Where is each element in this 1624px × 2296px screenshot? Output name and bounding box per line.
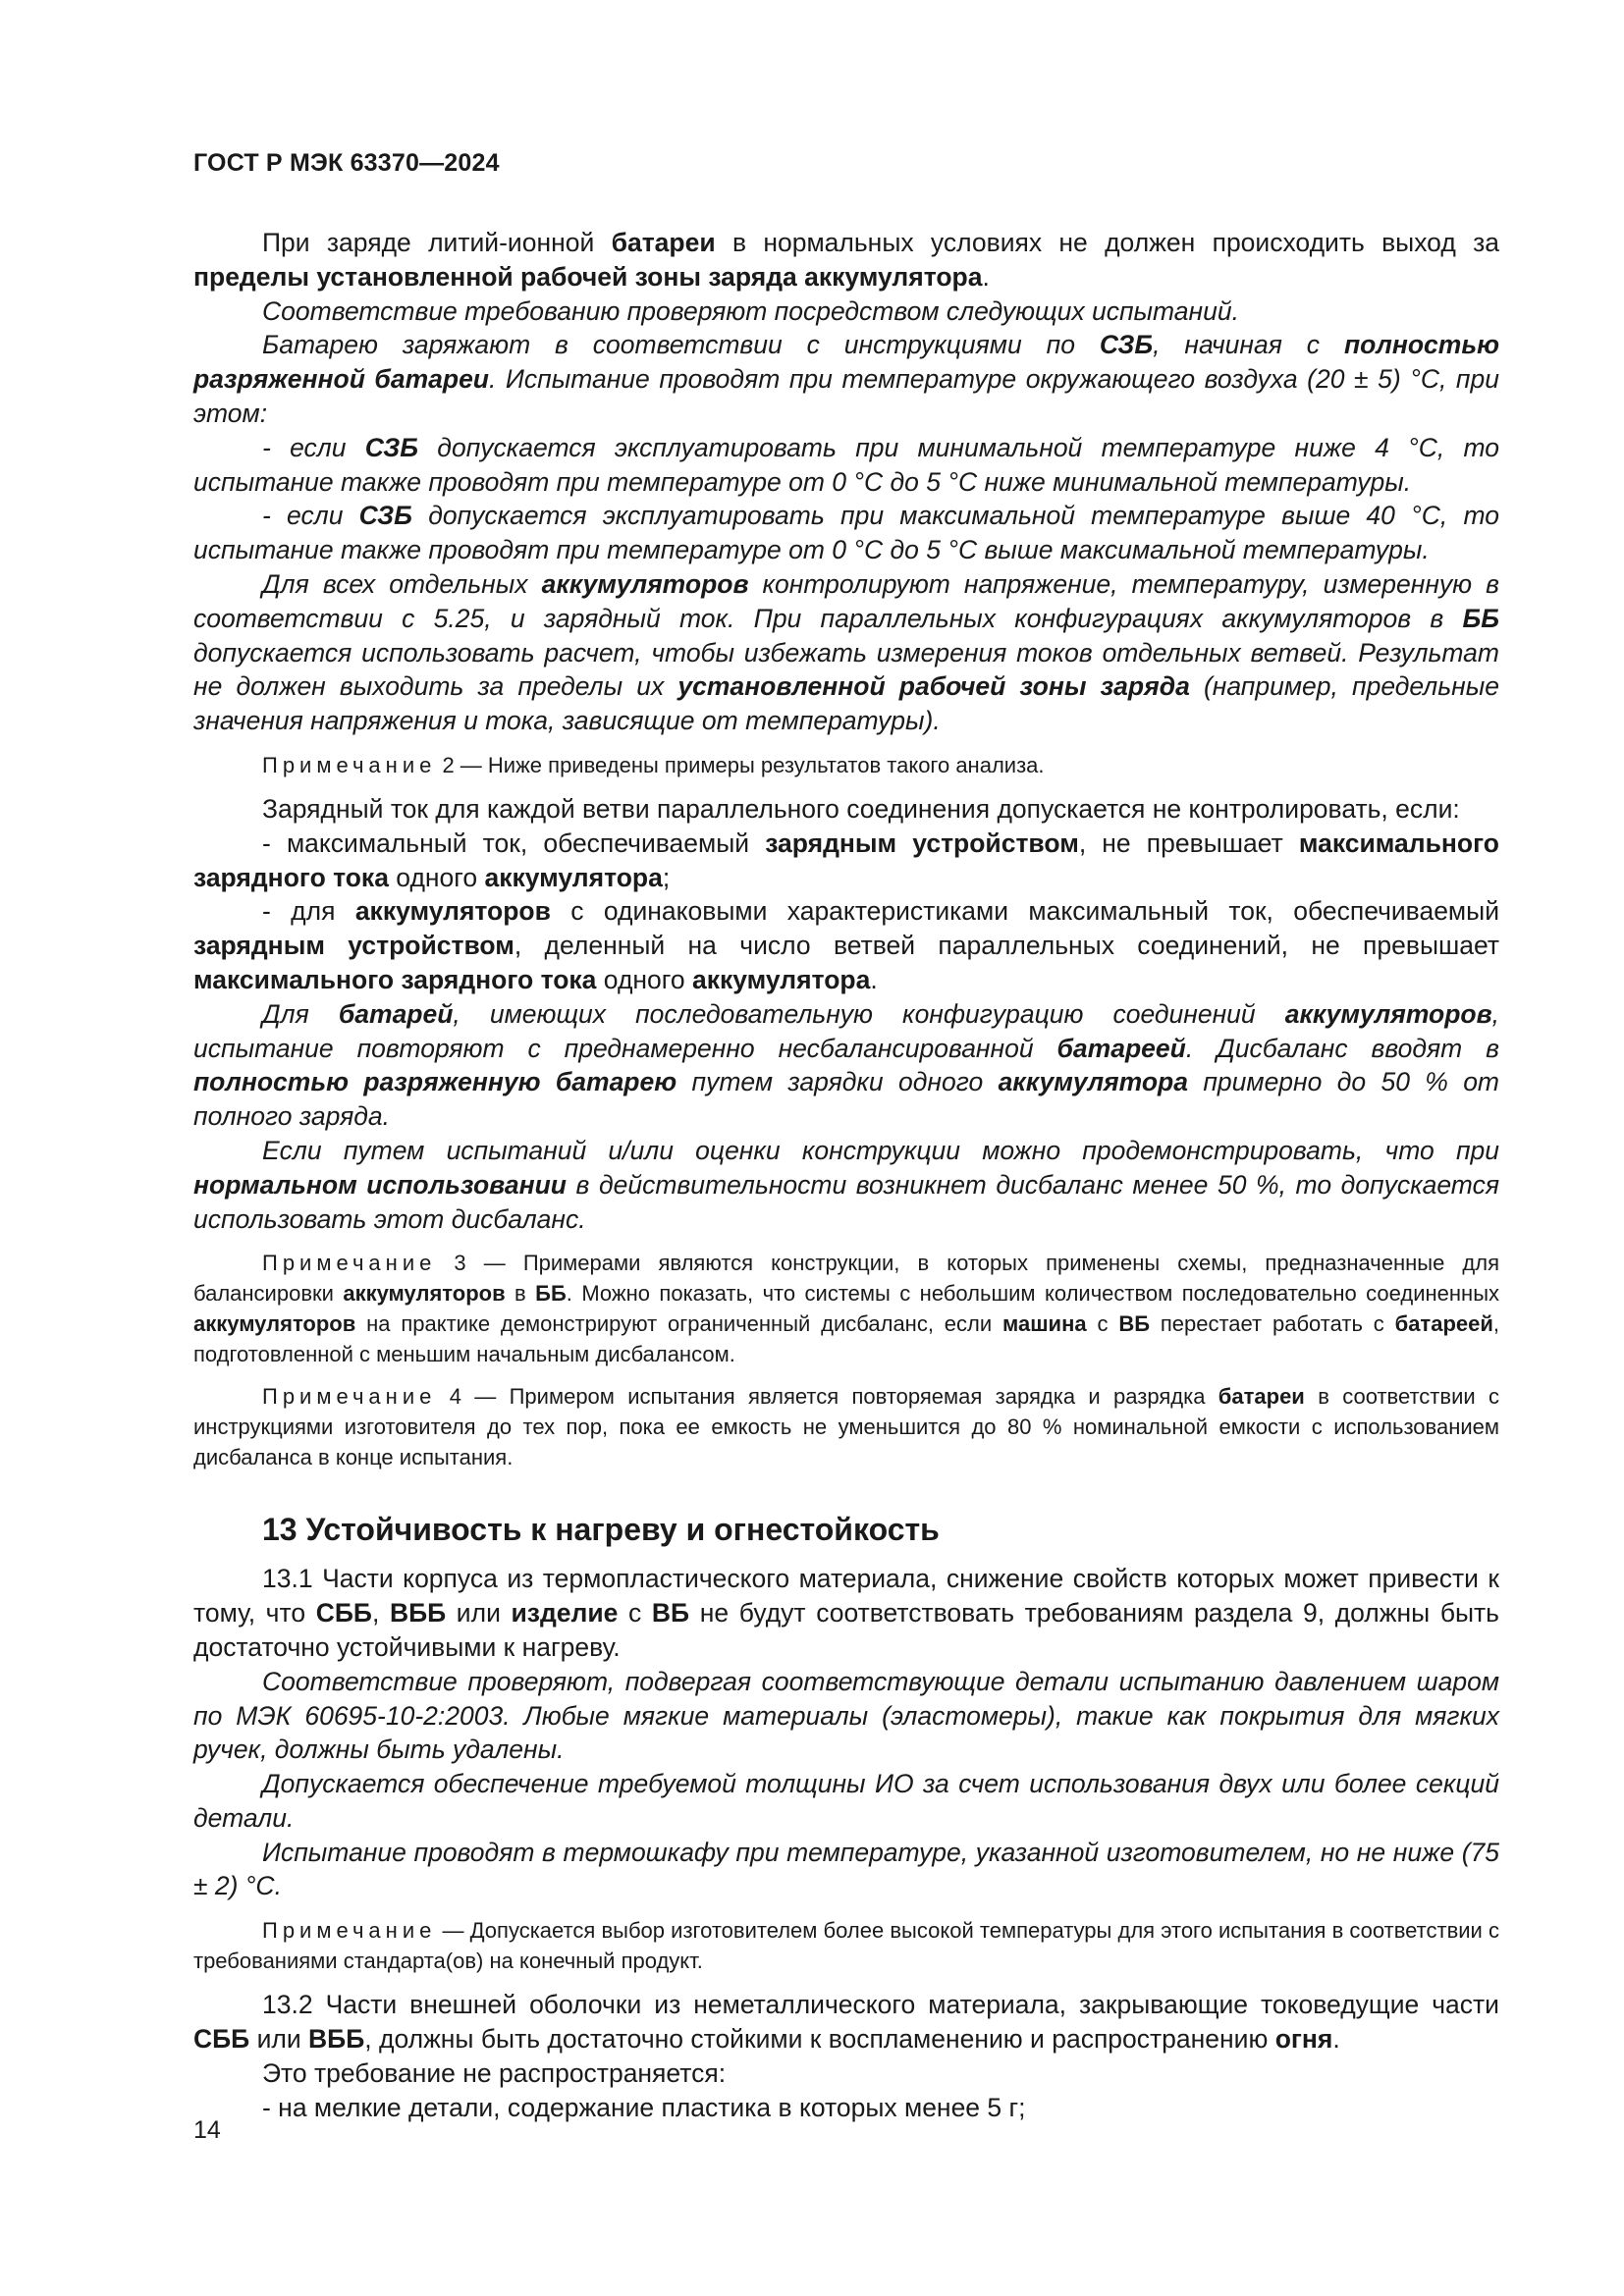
paragraph: Для батарей, имеющих последовательную конфигурацию соединений аккумуляторов, испытание повторяют с преднамеренно несбалансированной батареей. Дисбаланс вводят в полностью разряженную батарею путем зарядки одного аккумулятора примерно до 50 % от полного заряда.: [193, 998, 1500, 1132]
note-3: [193, 1248, 1499, 1369]
note-text: 3 — Примерами являются конструкции, в которых применены схемы, предназначенные для балансировки аккумуляторов в ББ. Можно показать, что системы с небольшим количеством последовательно соединенных аккумуляторов на практике демонстрируют ограниченный дисбаланс, если машина с ВБ перестает работать с батареей, подготовленной с меньшим начальным дисбалансом.: [193, 1251, 1500, 1367]
paragraph: Испытание проводят в термошкафу при температуре, указанной изготовителем, но не ниже (75 ± 2) °С.: [193, 1837, 1499, 1901]
note-label: Примечание: [262, 1384, 437, 1410]
note-label: Примечание: [262, 1251, 437, 1276]
paragraph: Если путем испытаний и/или оценки конструкции можно продемонстрировать, что при нормальном использовании в действительности возникнет дисбаланс менее 50 %, то допускается использовать этот дисбаланс.: [193, 1135, 1499, 1234]
note-4: [193, 1381, 1499, 1472]
paragraph: Батарею заряжают в соответствии с инструкциями по СЗБ, начиная с полностью разряженной батареи. Испытание проводят при температуре окружающего воздуха (20 ± 5) °С, при этом:: [193, 330, 1499, 428]
note-5: [193, 1915, 1499, 1976]
paragraph: Для всех отдельных аккумуляторов контролируют напряжение, температуру, измеренную в соответствии с 5.25, и зарядный ток. При параллельных конфигурациях аккумуляторов в ББ допускается использовать расчет, чтобы избежать измерения токов отдельных ветвей. Результат не должен выходить за пределы их установленной рабочей зоны заряда (например, предельные значения напряжения и тока, зависящие от температуры).: [193, 568, 1500, 736]
document-header: ГОСТ Р МЭК 63370—2024: [193, 149, 500, 177]
paragraph: При заряде литий-ионной батареи в нормальных условиях не должен происходить выход за пределы установленной рабочей зоны заряда аккумулятора.: [193, 228, 1499, 292]
paragraph: Соответствие проверяют, подвергая соответствующие детали испытанию давлением шаром по МЭК 60695-10-2:2003. Любые мягкие материалы (эластомеры), такие как покрытия для мягких ручек, должны быть удалены.: [193, 1666, 1499, 1765]
paragraph: Соответствие требованию проверяют посредством следующих испытаний.: [262, 295, 1239, 326]
list-item: - максимальный ток, обеспечиваемый зарядным устройством, не превышает максимального зарядного тока одного аккумулятора;: [193, 828, 1499, 892]
paragraph: Зарядный ток для каждой ветви параллельного соединения допускается не контролировать, если:: [262, 793, 1460, 824]
paragraph: 13.1 Части корпуса из термопластического материала, снижение свойств которых может привести к тому, что СББ, ВББ или изделие с ВБ не будут соответствовать требованиям раздела 9, должны быть достаточно устойчивыми к нагреву.: [193, 1564, 1499, 1662]
paragraph: 13.2 Части внешней оболочки из неметаллического материала, закрывающие токоведущие части СББ или ВББ, должны быть достаточно стойкими к воспламенению и распространению огня.: [193, 1990, 1499, 2055]
page-number: 14: [193, 2116, 221, 2144]
paragraph: Это требование не распространяется:: [262, 2057, 727, 2088]
list-item: - если СЗБ допускается эксплуатировать при минимальной температуре ниже 4 °С, то испытание также проводят при температуре от 0 °С до 5 °С ниже минимальной температуры.: [193, 432, 1499, 497]
note-label: Примечание: [262, 1918, 437, 1944]
note-text: — Допускается выбор изготовителем более высокой температуры для этого испытания в соответствии с требованиями стандарта(ов) на конечный продукт.: [193, 1918, 1499, 1974]
note-2: [193, 750, 1499, 780]
list-item: - на мелкие детали, содержание пластика в которых менее 5 г;: [262, 2092, 1026, 2122]
page-content: [193, 226, 1499, 2124]
section-heading: 13 Устойчивость к нагреву и огнестойкость: [262, 1512, 940, 1548]
paragraph: Допускается обеспечение требуемой толщины ИО за счет использования двух или более секций детали.: [193, 1769, 1499, 1833]
list-item: - для аккумуляторов с одинаковыми характеристиками максимальный ток, обеспечиваемый зарядным устройством, деленный на число ветвей параллельных соединений, не превышает максимального зарядного тока одного аккумулятора.: [193, 896, 1499, 994]
list-item: - если СЗБ допускается эксплуатировать при максимальной температуре выше 40 °С, то испытание также проводят при температуре от 0 °С до 5 °С выше максимальной температуры.: [193, 501, 1499, 565]
note-text: 4 — Примером испытания является повторяемая зарядка и разрядка батареи в соответствии с инструкциями изготовителя до тех пор, пока ее емкость не уменьшится до 80 % номинальной емкости с использованием дисбаланса в конце испытания.: [193, 1384, 1500, 1470]
note-label: Примечание: [262, 752, 437, 777]
note-text: 2 — Ниже приведены примеры результатов такого анализа.: [436, 752, 1045, 777]
